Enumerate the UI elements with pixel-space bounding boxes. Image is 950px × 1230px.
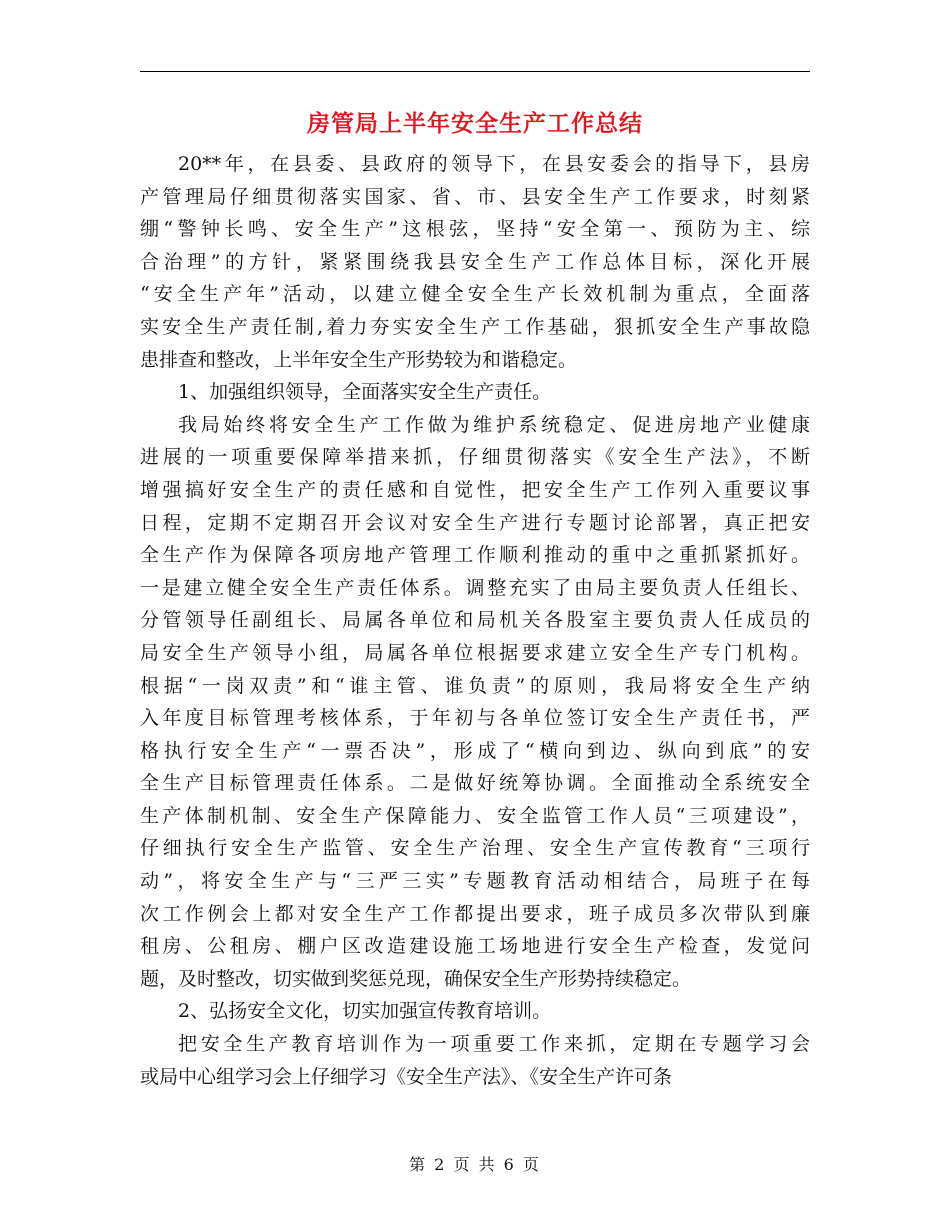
paragraph-line: 绷“警钟长鸣、安全生产”这根弦，坚持“安全第一、预防为主、综 <box>140 218 810 241</box>
paragraph-line: 患排查和整改，上半年安全生产形势较为和谐稳定。 <box>140 348 578 371</box>
paragraph-line: 仔细执行安全生产监管、安全生产治理、安全生产宣传教育“三项行 <box>140 837 810 860</box>
header-rule <box>140 71 810 72</box>
paragraph-line: 我局始终将安全生产工作做为维护系统稳定、促进房地产业健康 <box>178 413 810 436</box>
paragraph-line: “安全生产年”活动，以建立健全安全生产长效机制为重点，全面落 <box>140 283 810 306</box>
paragraph-line: 根据“一岗双责”和“谁主管、谁负责”的原则，我局将安全生产纳 <box>140 674 810 697</box>
paragraph-line: 增强搞好安全生产的责任感和自觉性，把安全生产工作列入重要议事 <box>140 478 810 501</box>
section-heading: 2、弘扬安全文化，切实加强宣传教育培训。 <box>178 1000 552 1023</box>
paragraph-line: 进展的一项重要保障举措来抓，仔细贯彻落实《安全生产法》，不断 <box>140 446 810 469</box>
paragraph-line: 生产体制机制、安全生产保障能力、安全监管工作人员“三项建设”， <box>140 804 810 827</box>
section-heading: 1、加强组织领导，全面落实安全生产责任。 <box>178 381 552 404</box>
paragraph-line: 动”，将安全生产与“三严三实”专题教育活动相结合，局班子在每 <box>140 870 810 893</box>
paragraph-line: 日程，定期不定期召开会议对安全生产进行专题讨论部署，真正把安 <box>140 511 810 534</box>
paragraph-line: 合治理”的方针，紧紧围绕我县安全生产工作总体目标，深化开展 <box>140 250 810 273</box>
paragraph-line: 局安全生产领导小组，局属各单位根据要求建立安全生产专门机构。 <box>140 641 810 664</box>
paragraph-line: 把安全生产教育培训作为一项重要工作来抓，定期在专题学习会 <box>178 1033 810 1056</box>
paragraph-line: 格执行安全生产“一票否决”，形成了“横向到边、纵向到底”的安 <box>140 739 810 762</box>
document-title: 房管局上半年安全生产工作总结 <box>307 110 643 137</box>
paragraph-line: 分管领导任副组长、局属各单位和局机关各股室主要负责人任成员的 <box>140 609 810 632</box>
paragraph-line: 入年度目标管理考核体系，于年初与各单位签订安全生产责任书，严 <box>140 707 810 730</box>
paragraph-line: 一是建立健全安全生产责任体系。调整充实了由局主要负责人任组长、 <box>140 576 810 599</box>
paragraph-line: 题，及时整改，切实做到奖惩兑现，确保安全生产形势持续稳定。 <box>140 967 692 990</box>
paragraph-line: 20**年，在县委、县政府的领导下，在县安委会的指导下，县房 <box>178 153 810 175</box>
paragraph-line: 租房、公租房、棚户区改造建设施工场地进行安全生产检查，发觉问 <box>140 935 810 958</box>
paragraph-line: 或局中心组学习会上仔细学习《安全生产法》、《安全生产许可条 <box>140 1065 673 1088</box>
paragraph-line: 产管理局仔细贯彻落实国家、省、市、县安全生产工作要求，时刻紧 <box>140 185 810 208</box>
paragraph-line: 全生产目标管理责任体系。二是做好统筹协调。全面推动全系统安全 <box>140 772 810 795</box>
page-number: 第 2 页 共 6 页 <box>409 1155 541 1174</box>
document-body <box>140 148 810 1093</box>
paragraph-line: 全生产作为保障各项房地产管理工作顺利推动的重中之重抓紧抓好。 <box>140 544 810 567</box>
paragraph-line: 次工作例会上都对安全生产工作都提出要求，班子成员多次带队到廉 <box>140 902 810 925</box>
paragraph-line: 实安全生产责任制,着力夯实安全生产工作基础，狠抓安全生产事故隐 <box>140 315 810 338</box>
